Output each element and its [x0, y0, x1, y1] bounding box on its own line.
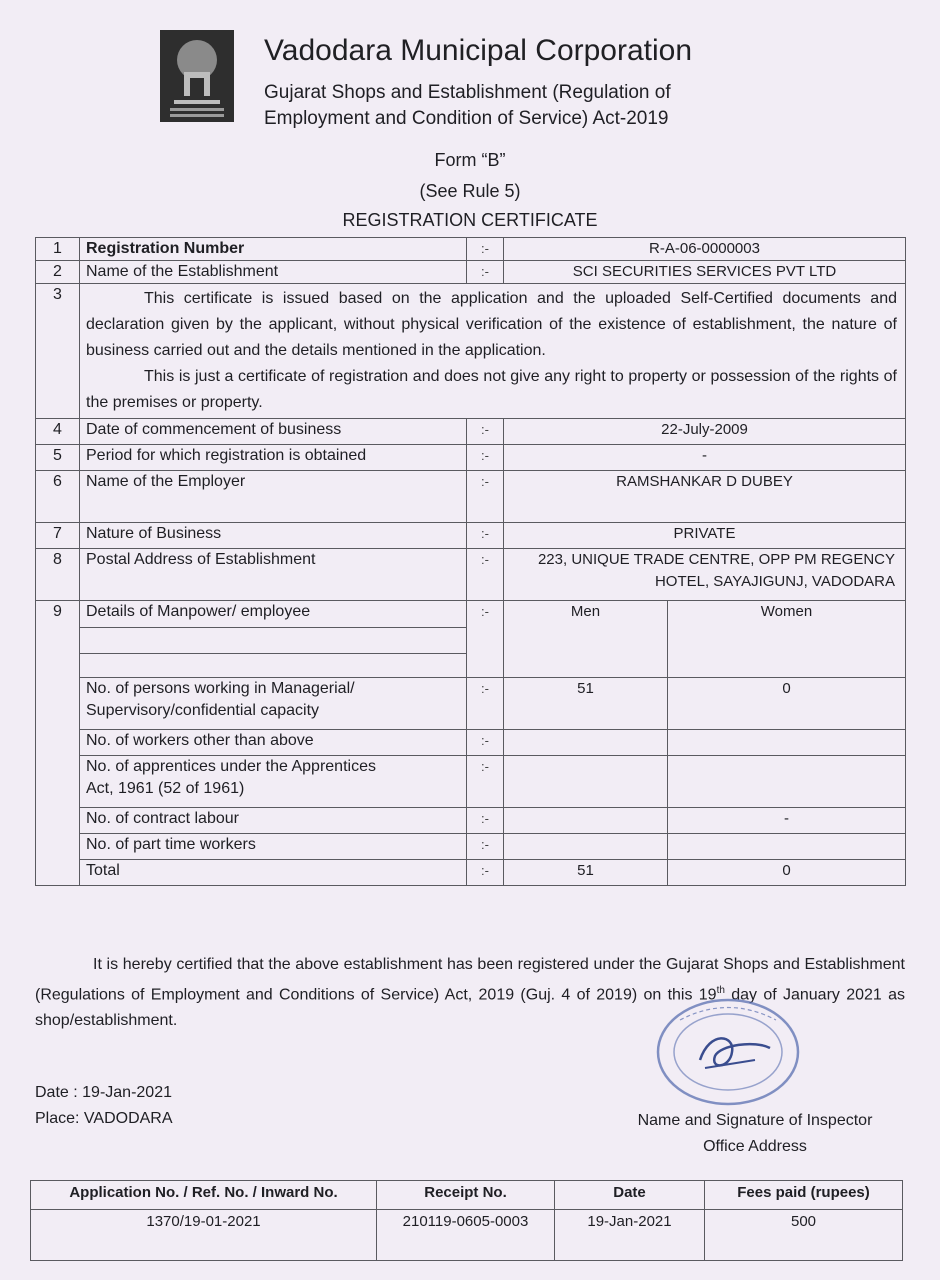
- table-row: [36, 471, 906, 523]
- date-value: : 19-Jan-2021: [73, 1084, 172, 1101]
- disclaimer-text-2: This is just a certificate of registration and does not give any right to property or possession of the rights of the premises or property.: [86, 368, 897, 411]
- workers-women: [668, 730, 906, 756]
- table-row: [36, 808, 906, 834]
- commencement-date-label: Date of commencement of business: [80, 419, 467, 445]
- table-row: [31, 1210, 903, 1261]
- registration-number-value: R-A-06-0000003: [504, 238, 906, 261]
- table-row: [36, 419, 906, 445]
- managerial-women: 0: [668, 678, 906, 730]
- row-number: 5: [36, 445, 80, 471]
- apprentices-label-line-1: No. of apprentices under the Apprentices: [86, 758, 376, 775]
- receipt-no-value: 210119-0605-0003: [377, 1210, 555, 1261]
- table-row: [36, 549, 906, 601]
- apprentices-women: [668, 756, 906, 808]
- postal-address-line-2: HOTEL, SAYAJIGUNJ, VADODARA: [654, 573, 895, 590]
- apprentices-men: [504, 756, 668, 808]
- separator: :-: [467, 445, 504, 471]
- part-time-men: [504, 834, 668, 860]
- separator: :-: [467, 471, 504, 523]
- workers-men: [504, 730, 668, 756]
- disclaimer-paragraph-2: [86, 364, 897, 416]
- table-row: [36, 601, 906, 628]
- managerial-label-line-1: No. of persons working in Managerial/: [86, 680, 355, 697]
- separator: :-: [467, 730, 504, 756]
- establishment-name-label: Name of the Establishment: [80, 261, 467, 284]
- commencement-date-value: 22-July-2009: [504, 419, 906, 445]
- table-row: [36, 678, 906, 730]
- table-header-row: [31, 1181, 903, 1210]
- separator: :-: [467, 549, 504, 601]
- separator: :-: [467, 419, 504, 445]
- fees-table: [30, 1180, 903, 1261]
- separator: :-: [467, 808, 504, 834]
- table-row: [36, 756, 906, 808]
- managerial-men: 51: [504, 678, 668, 730]
- contract-men: [504, 808, 668, 834]
- fees-paid-value: 500: [705, 1210, 903, 1261]
- table-row: [36, 261, 906, 284]
- row-number: 8: [36, 549, 80, 601]
- part-time-label: No. of part time workers: [80, 834, 467, 860]
- form-label: Form “B”: [434, 150, 506, 170]
- postal-address-line-1: 223, UNIQUE TRADE CENTRE, OPP PM REGENCY: [537, 551, 895, 568]
- table-row: [36, 730, 906, 756]
- separator: :-: [467, 261, 504, 284]
- row-number: 2: [36, 261, 80, 284]
- date-label: Date: [35, 1084, 69, 1101]
- receipt-no-header: Receipt No.: [377, 1181, 555, 1210]
- act-title: [264, 80, 784, 132]
- postal-address-label: Postal Address of Establishment: [80, 549, 467, 601]
- organization-name: Vadodara Municipal Corporation: [264, 34, 693, 67]
- workers-label: No. of workers other than above: [80, 730, 467, 756]
- nature-of-business-label: Nature of Business: [80, 523, 467, 549]
- registration-table: [35, 237, 906, 886]
- table-row: [36, 284, 906, 419]
- separator: :-: [467, 756, 504, 808]
- contract-labour-label: No. of contract labour: [80, 808, 467, 834]
- disclaimer-text-1: This certificate is issued based on the application and the uploaded Self-Certified documents and declaration given by the applicant, without physical verification of the existence of establishment, the nature of business carried out and the details mentioned in the application.: [86, 290, 897, 359]
- women-blank-cell: [668, 628, 906, 678]
- men-blank-cell: [504, 628, 668, 678]
- row-number: 7: [36, 523, 80, 549]
- application-no-value: 1370/19-01-2021: [31, 1210, 377, 1261]
- separator: :-: [467, 860, 504, 886]
- application-no-header: Application No. / Ref. No. / Inward No.: [31, 1181, 377, 1210]
- date-value: 19-Jan-2021: [555, 1210, 705, 1261]
- certification-ordinal: th: [716, 985, 725, 996]
- row-number: 3: [36, 284, 80, 419]
- vmc-emblem-icon: [160, 30, 234, 122]
- part-time-women: [668, 834, 906, 860]
- managerial-label: [80, 678, 467, 730]
- table-row: [36, 238, 906, 261]
- place-line: [35, 1106, 173, 1132]
- table-row: [36, 523, 906, 549]
- separator: :-: [467, 238, 504, 261]
- managerial-label-line-2: Supervisory/confidential capacity: [86, 702, 320, 719]
- employer-name-value: RAMSHANKAR D DUBEY: [504, 471, 906, 523]
- date-place-block: [35, 1080, 173, 1132]
- total-women: 0: [668, 860, 906, 886]
- fees-paid-header: Fees paid (rupees): [705, 1181, 903, 1210]
- separator: :-: [467, 523, 504, 549]
- separator: :-: [467, 601, 504, 678]
- act-line-1: Gujarat Shops and Establishment (Regulation of: [264, 82, 671, 103]
- establishment-name-value: SCI SECURITIES SERVICES PVT LTD: [504, 261, 906, 284]
- manpower-label: Details of Manpower/ employee: [80, 601, 467, 628]
- contract-women: -: [668, 808, 906, 834]
- certification-text-end: day of January 2021 as shop/establishment.: [35, 986, 905, 1030]
- official-seal-stamp: [640, 990, 810, 1110]
- table-row: [36, 834, 906, 860]
- row-number: 4: [36, 419, 80, 445]
- registration-number-label: Registration Number: [80, 238, 467, 261]
- row-number: 1: [36, 238, 80, 261]
- row-number: 6: [36, 471, 80, 523]
- registration-period-label: Period for which registration is obtained: [80, 445, 467, 471]
- apprentices-label: [80, 756, 467, 808]
- disclaimer-cell: [80, 284, 906, 419]
- certification-text-main: It is hereby certified that the above establishment has been registered under the Gujarat Shops and Establishment (Regulations of Employment and Conditions of Service) Act, 2019 (Guj. 4 of 2019) on this 19: [35, 956, 905, 1004]
- office-address-label: Office Address: [703, 1138, 807, 1155]
- blank-line: [80, 628, 466, 654]
- inspector-name-label: Name and Signature of Inspector: [637, 1112, 873, 1129]
- disclaimer-paragraph-1: [86, 286, 897, 364]
- table-row: [36, 445, 906, 471]
- total-label: Total: [80, 860, 467, 886]
- blank-rows: [80, 628, 467, 678]
- total-men: 51: [504, 860, 668, 886]
- row-number: 9: [36, 601, 80, 886]
- place-label: Place:: [35, 1110, 80, 1127]
- apprentices-label-line-2: Act, 1961 (52 of 1961): [86, 780, 245, 797]
- separator: :-: [467, 678, 504, 730]
- inspector-signature-block: [610, 1108, 900, 1160]
- certificate-title: REGISTRATION CERTIFICATE: [342, 210, 598, 230]
- date-header: Date: [555, 1181, 705, 1210]
- place-value: VADODARA: [83, 1110, 173, 1127]
- rule-label: (See Rule 5): [419, 181, 521, 201]
- postal-address-value: [504, 549, 906, 601]
- registration-period-value: -: [504, 445, 906, 471]
- act-line-2: Employment and Condition of Service) Act-2019: [264, 108, 669, 129]
- separator: :-: [467, 834, 504, 860]
- date-line: [35, 1080, 173, 1106]
- employer-name-label: Name of the Employer: [80, 471, 467, 523]
- table-row: [36, 860, 906, 886]
- nature-of-business-value: PRIVATE: [504, 523, 906, 549]
- women-header: Women: [668, 601, 906, 628]
- men-header: Men: [504, 601, 668, 628]
